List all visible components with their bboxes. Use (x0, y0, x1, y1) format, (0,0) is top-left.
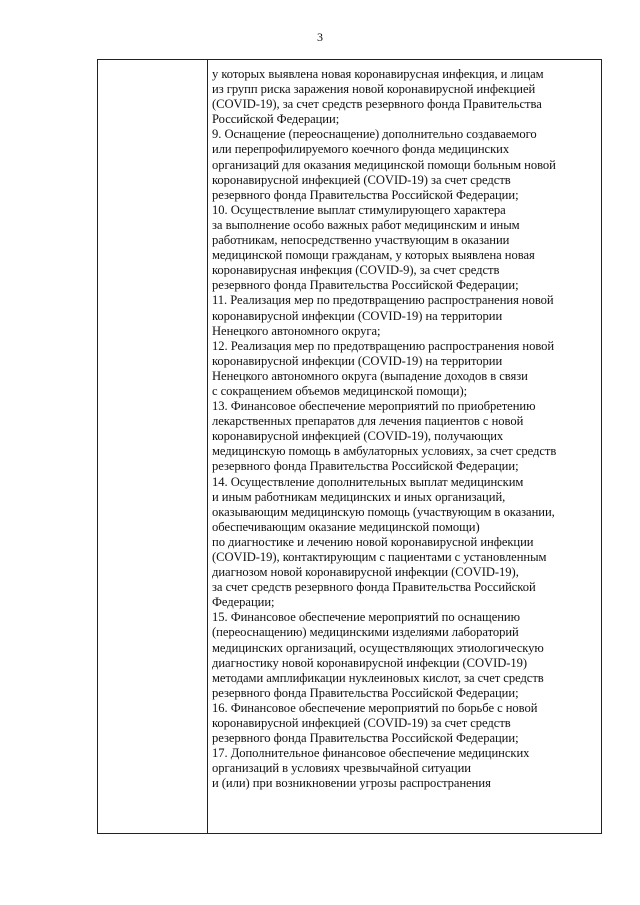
text-line: резервного фонда Правительства Российской Федерации; (212, 685, 519, 700)
text-line: из групп риска заражения новой коронавирусной инфекцией (212, 82, 536, 97)
text-line: 12. Реализация мер по предотвращению распространения новой (212, 338, 555, 353)
text-line: диагностику новой коронавирусной инфекции (COVID-19) (212, 655, 528, 670)
text-line: обеспечивающим оказание медицинской помощи) (212, 519, 480, 534)
text-line: оказывающим медицинскую помощь (участвующим в оказании, (212, 504, 555, 519)
text-line: (COVID-19), за счет средств резервного фонда Правительства (212, 97, 542, 112)
text-line: коронавирусной инфекции (COVID-19) на территории (212, 308, 503, 323)
text-line: коронавирусной инфекцией (COVID-19) за счет средств (212, 172, 511, 187)
text-line: работникам, непосредственно участвующим в оказании (212, 233, 510, 248)
text-line: 9. Оснащение (переоснащение) дополнительно создаваемого (212, 127, 537, 142)
text-line: 16. Финансовое обеспечение мероприятий по борьбе с новой (212, 700, 538, 715)
text-line: Ненецкого автономного округа; (212, 323, 381, 338)
text-line: резервного фонда Правительства Российской Федерации; (212, 731, 519, 746)
text-line: медицинскую помощь в амбулаторных условиях, за счет средств (212, 444, 557, 459)
text-line: (COVID-19), контактирующим с пациентами с установленным (212, 550, 547, 564)
text-line: 10. Осуществление выплат стимулирующего характера (212, 202, 506, 217)
document-table (97, 59, 602, 834)
text-line: и (или) при возникновении угрозы распространения (212, 776, 491, 791)
text-line: (переоснащению) медицинскими изделиями лабораторий (212, 625, 519, 640)
text-line: 13. Финансовое обеспечение мероприятий по приобретению (212, 399, 536, 414)
text-line: резервного фонда Правительства Российской Федерации; (212, 459, 519, 474)
table-left-cell (98, 60, 208, 833)
text-line: медицинской помощи гражданам, у которых выявлена новая (212, 248, 535, 263)
text-line: методами амплификации нуклеиновых кислот, за счет средств (212, 670, 544, 685)
text-line: коронавирусной инфекции (COVID-19) на территории (212, 353, 503, 368)
text-line: за счет средств резервного фонда Правительства Российской (212, 580, 536, 595)
text-line: 11. Реализация мер по предотвращению распространения новой (212, 293, 554, 308)
text-line: резервного фонда Правительства Российской Федерации; (212, 278, 519, 293)
text-line: за выполнение особо важных работ медицинским и иным (212, 217, 520, 232)
text-line: 14. Осуществление дополнительных выплат медицинским (212, 474, 524, 489)
page-number: 3 (317, 30, 323, 44)
text-line: Российской Федерации; (212, 112, 340, 127)
text-line: коронавирусной инфекцией (COVID-19) за счет средств (212, 716, 511, 731)
text-line: по диагностике и лечению новой коронавирусной инфекции (212, 534, 534, 549)
text-line: 17. Дополнительное финансовое обеспечение медицинских (212, 746, 530, 761)
text-line: диагнозом новой коронавирусной инфекции (COVID-19), (212, 565, 519, 580)
text-line: Ненецкого автономного округа (выпадение доходов в связи (212, 368, 528, 383)
text-line: лекарственных препаратов для лечения пациентов с новой (212, 414, 524, 429)
text-line: и иным работникам медицинских и иных организаций, (212, 489, 506, 504)
text-line: Федерации; (212, 595, 275, 610)
text-line: у которых выявлена новая коронавирусная инфекция, и лицам (212, 67, 544, 81)
text-line: организаций в условиях чрезвычайной ситуации (212, 761, 471, 776)
table-right-cell (208, 60, 601, 833)
text-line: резервного фонда Правительства Российской Федерации; (212, 187, 519, 202)
text-line: или перепрофилируемого коечного фонда медицинских (212, 142, 510, 157)
text-line: медицинских организаций, осуществляющих этиологическую (212, 640, 544, 655)
text-line: 15. Финансовое обеспечение мероприятий по оснащению (212, 610, 520, 625)
text-line: коронавирусная инфекция (COVID-9), за счет средств (212, 263, 500, 278)
text-line: организаций для оказания медицинской помощи больным новой (212, 157, 556, 172)
text-line: коронавирусной инфекцией (COVID-19), получающих (212, 429, 504, 444)
text-line: с сокращением объемов медицинской помощи); (212, 383, 468, 398)
